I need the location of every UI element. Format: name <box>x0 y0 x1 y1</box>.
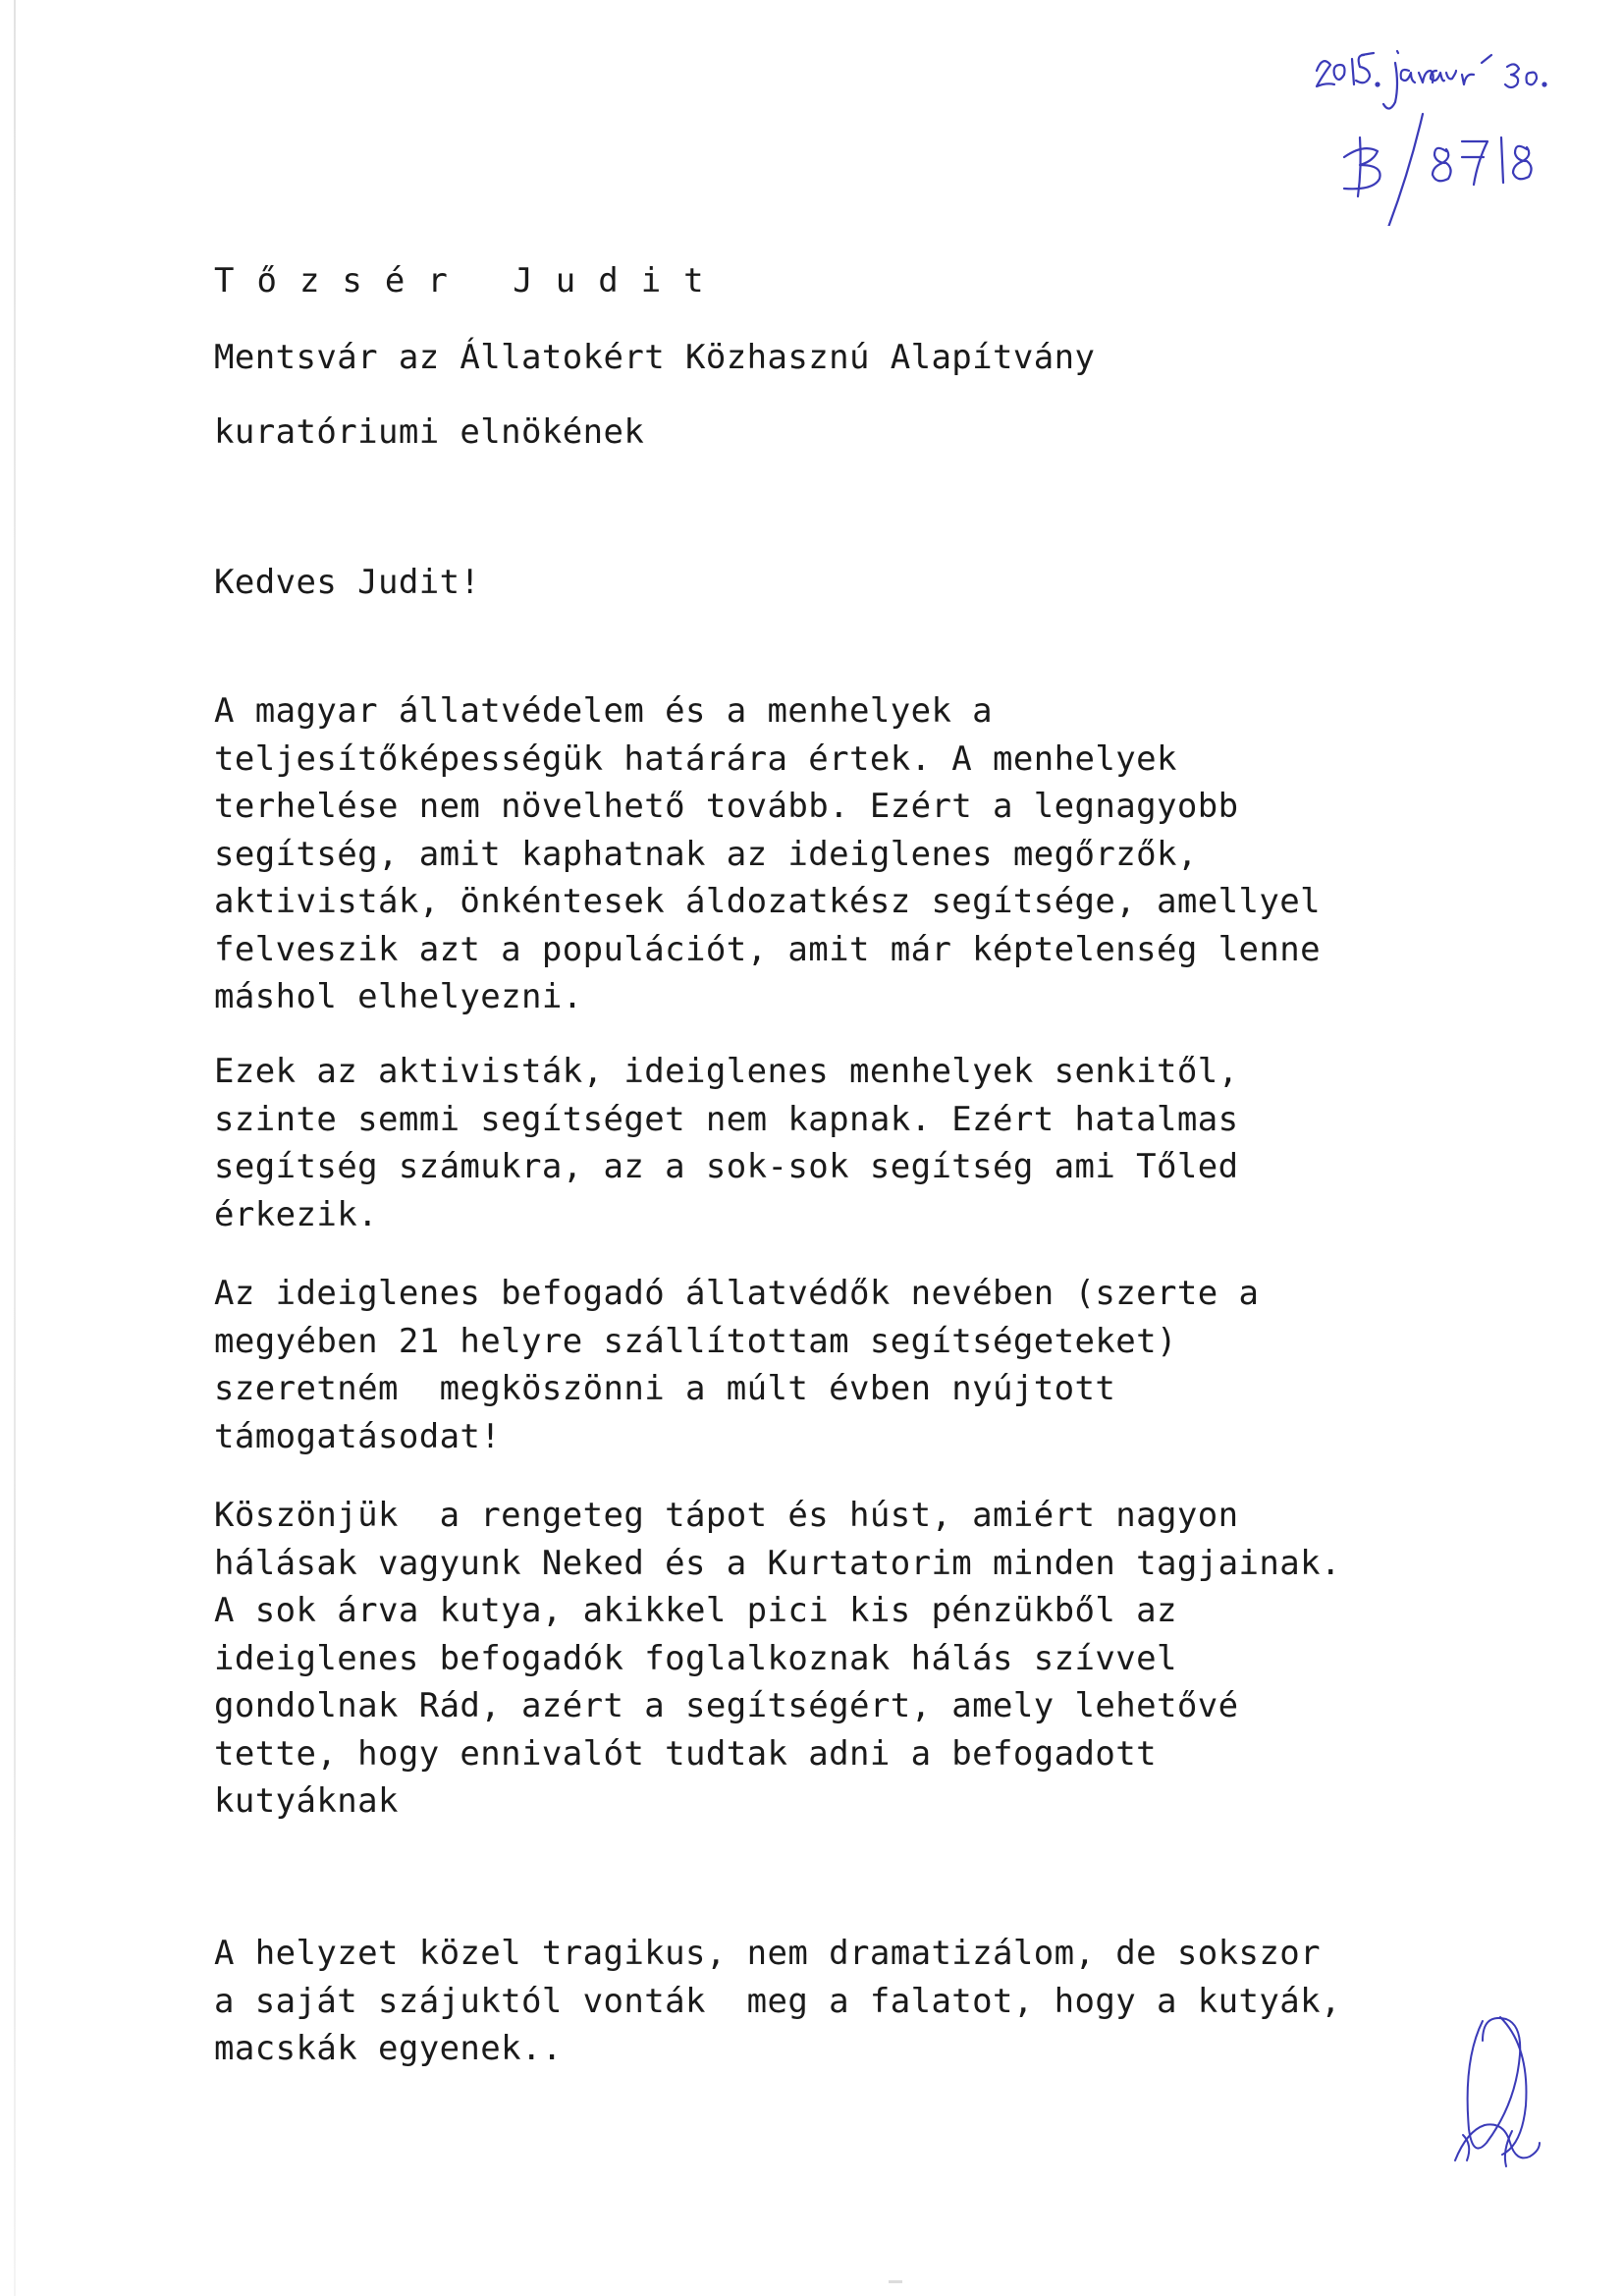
handwritten-annotation-drawing <box>1299 20 1584 226</box>
paragraph-line: a saját szájuktól vonták meg a falatot, hogy a kutyák, <box>214 1981 1341 2021</box>
scan-artifact <box>889 2280 902 2283</box>
paragraph-line: kutyáknak <box>214 1781 399 1821</box>
paragraph-line: A helyzet közel tragikus, nem dramatizálom, de sokszor <box>214 1934 1321 1973</box>
paragraph-line: teljesítőképességük határára értek. A menhelyek <box>214 738 1177 779</box>
paragraph-line: felveszik azt a populációt, amit már képtelenség lenne <box>214 929 1321 969</box>
paragraph-line: aktivisták, önkéntesek áldozatkész segítsége, amellyel <box>214 882 1321 921</box>
paragraph-line: ideiglenes befogadók foglalkoznak hálás szívvel <box>214 1638 1177 1678</box>
paragraph-line: terhelése nem növelhető tovább. Ezért a legnagyobb <box>214 787 1239 826</box>
paragraph-line: tette, hogy ennivalót tudtak adni a befogadott <box>214 1733 1158 1774</box>
scan-edge-line <box>14 0 16 2296</box>
paragraph-line: szinte semmi segítséget nem kapnak. Ezért hatalmas <box>214 1099 1239 1139</box>
paragraph-line: A sok árva kutya, akikkel pici kis pénzükből az <box>214 1591 1177 1630</box>
body-paragraph-3 <box>214 1270 1451 1460</box>
salutation: Kedves Judit! <box>214 563 481 602</box>
paragraph-line: gondolnak Rád, azért a segítségért, amely lehetővé <box>214 1686 1239 1725</box>
body-paragraph-5 <box>214 1930 1451 2073</box>
paragraph-line: máshol elhelyezni. <box>214 977 583 1016</box>
paragraph-line: segítség, amit kaphatnak az ideiglenes megőrzők, <box>214 834 1198 874</box>
paragraph-line: támogatásodat! <box>214 1416 502 1456</box>
recipient-organization: Mentsvár az Állatokért Közhasznú Alapítvány <box>214 338 1096 377</box>
paragraph-line: Köszönjük a rengeteg tápot és húst, amiért nagyon <box>214 1496 1239 1535</box>
paragraph-line: A magyar állatvédelem és a menhelyek a <box>214 691 994 731</box>
paragraph-line: hálásak vagyunk Neked és a Kurtatorim minden tagjainak. <box>214 1543 1341 1583</box>
paragraph-line: szeretném megköszönni a múlt évben nyújtott <box>214 1369 1116 1408</box>
signature <box>1443 2013 1551 2170</box>
signature-drawing <box>1443 2013 1551 2170</box>
recipient-name: Tőzsér Judit <box>214 261 727 301</box>
paragraph-line: macskák egyenek.. <box>214 2029 563 2068</box>
paragraph-line: megyében 21 helyre szállítottam segítségeteket) <box>214 1321 1177 1361</box>
handwritten-date-reference <box>1299 20 1584 226</box>
paragraph-line: érkezik. <box>214 1194 378 1234</box>
body-paragraph-2 <box>214 1048 1451 1238</box>
body-paragraph-1 <box>214 687 1451 1021</box>
body-paragraph-4 <box>214 1492 1451 1826</box>
paragraph-line: Az ideiglenes befogadó állatvédők nevében (szerte a <box>214 1274 1260 1313</box>
recipient-role: kuratóriumi elnökének <box>214 412 645 452</box>
paragraph-line: segítség számukra, az a sok-sok segítség ami Tőled <box>214 1147 1239 1186</box>
paragraph-line: Ezek az aktivisták, ideiglenes menhelyek senkitől, <box>214 1052 1239 1091</box>
